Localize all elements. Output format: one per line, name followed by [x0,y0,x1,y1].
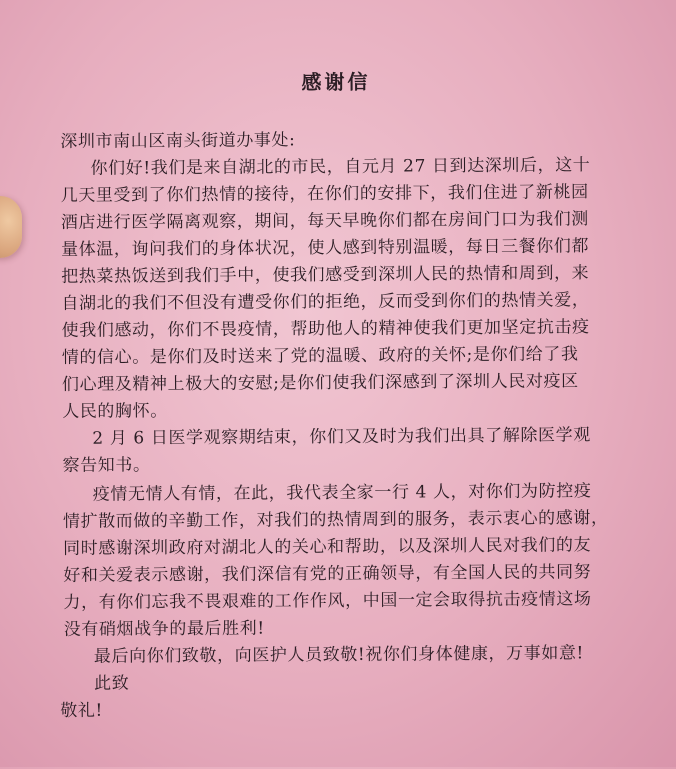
body-line: 量体温，询问我们的身体状况，使人感到特别温暖，每日三餐你们都 [60,236,590,260]
body-line: 力，有你们忘我不畏艰难的工作作风，中国一定会取得抗击疫情这场 [63,589,592,613]
body-line: 酒店进行医学隔离观察，期间，每天早晚你们都在房间门口为我们测 [60,209,589,233]
body-line: 没有硝烟战争的最后胜利! [63,618,265,640]
closing-jingli: 敬礼! [60,700,103,721]
salutation: 深圳市南山区南头街道办事处: [60,130,296,152]
body-line: 情的信心。是你们及时送来了党的温暖、政府的关怀;是你们给了我 [61,344,579,368]
body-line: 疫情无情人有情，在此，我代表全家一行 4 人，对你们为防控疫 [92,481,592,505]
body-line: 2 月 6 日医学观察期结束，你们又及时为我们出具了解除医学观 [92,425,591,449]
body-line: 情扩散而做的辛勤工作，对我们的热情周到的服务，表示衷心的感谢， [62,508,609,532]
letter-title: 感谢信 [301,69,371,95]
body-line: 使我们感动，你们不畏疫情，帮助他人的精神使我们更加坚定抗击疫 [61,317,590,341]
body-line: 同时感谢深圳政府对湖北人的关心和帮助，以及深圳人民对我们的友 [63,535,592,559]
closing-line: 最后向你们致敬，向医护人员致敬!祝你们身体健康，万事如意! [93,643,585,667]
body-line: 好和关爱表示感谢，我们深信有党的正确领导，有全国人民的共同努 [63,562,592,586]
body-line: 自湖北的我们不但没有遭受你们的拒绝，反而受到你们的热情关爱， [61,290,590,314]
body-line: 把热菜热饭送到我们手中，使我们感受到深圳人民的热情和周到，来 [61,263,590,287]
body-line: 人民的胸怀。 [62,401,168,422]
closing-cizhi: 此致 [94,673,130,694]
body-line: 们心理及精神上极大的安慰;是你们使我们深感到了深圳人民对疫区 [61,371,579,395]
body-line: 几天里受到了你们热情的接待，在你们的安排下，我们住进了新桃园 [60,182,589,206]
body-line: 你们好!我们是来自湖北的市民，自元月 27 日到达深圳后，这十 [90,155,591,179]
body-line: 察告知书。 [62,455,151,476]
